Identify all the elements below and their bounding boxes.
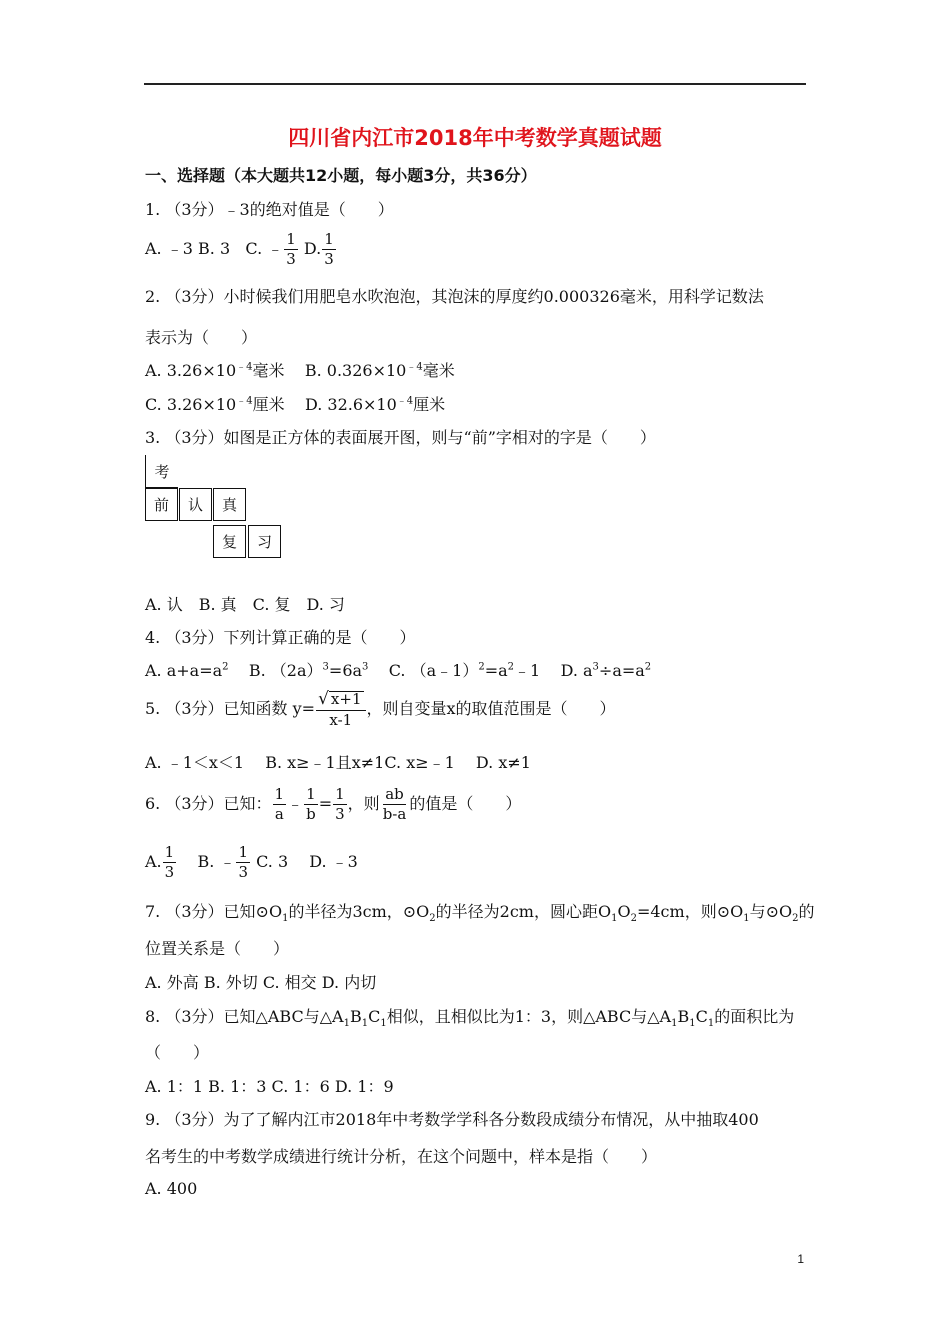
- net-cell-qian: 前: [145, 488, 178, 521]
- q8-t-f: C: [695, 1007, 708, 1026]
- cube-net-diagram: [145, 455, 285, 560]
- question-2-options-cd: [145, 392, 445, 415]
- page-number: 1: [797, 1252, 804, 1266]
- question-6-stem: [145, 787, 521, 822]
- net-cell-kao: 考: [145, 455, 178, 488]
- q6-eq: =: [318, 794, 333, 813]
- q2-option-c: C. 3.26×10: [145, 395, 237, 414]
- q4-d-exp2: 2: [644, 661, 652, 673]
- q8-s4: 1: [671, 1018, 678, 1030]
- question-1-stem: 1. （3分）﹣3的绝对值是（ ）: [145, 200, 394, 219]
- q4-d-rest: ÷a=a: [598, 661, 645, 680]
- q6-stem-post: 的值是（ ）: [409, 794, 522, 813]
- q4-a-exp: 2: [222, 661, 229, 673]
- question-6-options: [145, 845, 358, 880]
- q2-c-exp: ﹣4: [236, 395, 253, 407]
- q2-option-d: D. 32.6×10: [304, 395, 397, 414]
- q1-c-num: 1: [286, 230, 296, 248]
- q7-t-a: 7. （3分）已知⊙O: [145, 902, 283, 921]
- q8-s2: 1: [361, 1018, 369, 1030]
- q4-c-exp: 2: [478, 661, 485, 673]
- section-heading: 一、选择题（本大题共12小题，每小题3分，共36分）: [145, 166, 537, 185]
- question-7-options: A. 外高 B. 外切 C. 相交 D. 内切: [145, 973, 377, 992]
- q6-f2-num: 1: [306, 785, 316, 803]
- q2-b-exp: ﹣4: [406, 361, 423, 373]
- q6-minus: ﹣: [287, 794, 304, 813]
- q6-f1-den: a: [274, 805, 284, 823]
- q8-s1: 1: [343, 1018, 350, 1030]
- net-cell-xi: 习: [248, 525, 281, 558]
- q7-s5: 1: [743, 913, 750, 925]
- q1-c-den: 3: [286, 250, 296, 268]
- q8-t-e: B: [677, 1007, 690, 1026]
- q6-b-fraction: [236, 845, 250, 880]
- q6-frac-3: [333, 787, 347, 822]
- question-8-options: A. 1：1 B. 1：3 C. 1：6 D. 1：9: [145, 1077, 394, 1096]
- q1-option-c: C. ﹣: [245, 239, 284, 258]
- q6-mid: ，则: [347, 794, 380, 813]
- q5-stem-post: ，则自变量x的取值范围是（ ）: [366, 699, 616, 718]
- question-7-stem-line2: 位置关系是（ ）: [145, 939, 290, 958]
- q4-option-a: A. a+a=a: [145, 661, 223, 680]
- q6-f4-num: ab: [385, 785, 404, 803]
- q6-b-num: 1: [238, 843, 249, 861]
- question-4-options: [145, 658, 651, 681]
- question-3-stem: 3. （3分）如图是正方体的表面展开图，则与“前”字相对的字是（ ）: [145, 428, 656, 447]
- q6-f4-den: b-a: [382, 805, 407, 823]
- q6-options-rest: C. 3 D. ﹣3: [256, 852, 358, 871]
- q1-d-den: 3: [324, 250, 334, 268]
- question-4-stem: 4. （3分）下列计算正确的是（ ）: [145, 628, 416, 647]
- q2-option-b: B. 0.326×10: [304, 361, 407, 380]
- net-cell-fu: 复: [213, 525, 246, 558]
- q6-f1-num: 1: [274, 785, 285, 803]
- q5-denominator: x-1: [329, 711, 353, 729]
- q6-a-fraction: [163, 845, 177, 880]
- q4-option-b: B. （2a）: [248, 661, 323, 680]
- q5-function-fraction: [316, 691, 365, 728]
- q4-c-exp2: 2: [507, 661, 515, 673]
- q8-t-d: 相似，且相似比为1：3，则△ABC与△A: [386, 1007, 672, 1026]
- q6-frac-4: [381, 787, 409, 822]
- q7-s2: 2: [429, 913, 436, 925]
- q8-t-c: C: [368, 1007, 381, 1026]
- question-8-stem-line1: [145, 1004, 795, 1030]
- question-9-stem-line1: 9. （3分）为了了解内江市2018年中考数学学科各分数段成绩分布情况，从中抽取400: [145, 1110, 759, 1129]
- q1-c-fraction: [284, 232, 298, 267]
- q2-a-exp: ﹣4: [236, 361, 253, 373]
- q2-a-unit: 毫米: [252, 361, 285, 380]
- q6-option-b: B. ﹣: [197, 852, 236, 871]
- net-cell-zhen: 真: [213, 488, 246, 521]
- question-8-stem-line2: （ ）: [145, 1043, 210, 1062]
- q1-d-num: 1: [324, 230, 334, 248]
- q6-b-den: 3: [238, 863, 249, 881]
- question-1-options: [145, 232, 337, 267]
- q5-radicand: x+1: [330, 690, 362, 708]
- question-9-option-a: A. 400: [145, 1179, 198, 1198]
- q7-t-f: 与⊙O: [749, 902, 793, 921]
- net-cell-ren: 认: [179, 488, 212, 521]
- q4-b-exp: 3: [322, 661, 329, 673]
- q1-option-d: D.: [303, 239, 322, 258]
- question-9-stem-line2: 名考生的中考数学成绩进行统计分析，在这个问题中，样本是指（ ）: [145, 1147, 658, 1166]
- q7-t-e: =4cm，则⊙O: [636, 902, 744, 921]
- q4-d-exp: 3: [592, 661, 599, 673]
- q2-option-a: A. 3.26×10: [145, 361, 237, 380]
- q1-option-b: B. 3: [198, 239, 231, 258]
- q6-a-num: 1: [164, 843, 175, 861]
- q8-t-b: B: [349, 1007, 362, 1026]
- q8-s3: 1: [380, 1018, 387, 1030]
- question-7-stem-line1: [145, 899, 815, 925]
- q1-d-fraction: [322, 232, 336, 267]
- q5-numerator: √ x+1: [316, 691, 365, 711]
- question-3-options: A. 认 B. 真 C. 复 D. 习: [145, 595, 345, 614]
- q6-f2-den: b: [306, 805, 316, 823]
- q6-stem-pre: 6. （3分）已知：: [145, 794, 272, 813]
- q4-c-tail: ﹣1: [514, 661, 541, 680]
- q2-d-exp: ﹣4: [396, 395, 414, 407]
- q6-f3-den: 3: [335, 805, 345, 823]
- question-5-stem: [145, 691, 616, 728]
- q7-s3: 1: [611, 913, 618, 925]
- question-2-stem-line2: 表示为（ ）: [145, 328, 258, 347]
- q6-a-den: 3: [164, 863, 175, 881]
- q2-c-unit: 厘米: [252, 395, 285, 414]
- q7-s6: 2: [792, 913, 799, 925]
- q2-d-unit: 厘米: [413, 395, 446, 414]
- q8-t-a: 8. （3分）已知△ABC与△A: [145, 1007, 344, 1026]
- q5-stem-pre: 5. （3分）已知函数 y=: [145, 699, 316, 718]
- header-rule: [144, 83, 806, 85]
- q7-t-b: 的半径为3cm，⊙O: [288, 902, 430, 921]
- q8-s5: 1: [689, 1018, 696, 1030]
- q6-f3-num: 1: [335, 785, 345, 803]
- q7-s1: 1: [282, 913, 289, 925]
- q7-s4: 2: [630, 913, 637, 925]
- q2-b-unit: 毫米: [422, 361, 455, 380]
- question-2-options-ab: [145, 358, 455, 381]
- q1-option-a: A. ﹣3: [145, 239, 193, 258]
- question-5-options: A. ﹣1＜x＜1 B. x≥﹣1且x≠1C. x≥﹣1 D. x≠1: [145, 753, 531, 772]
- q7-t-c: 的半径为2cm，圆心距O: [435, 902, 612, 921]
- q4-c-rest: =a: [484, 661, 508, 680]
- q6-frac-2: [304, 787, 318, 822]
- q4-b-exp2: 3: [362, 661, 369, 673]
- q8-t-g: 的面积比为: [714, 1007, 795, 1026]
- q4-b-rest: =6a: [328, 661, 363, 680]
- q6-option-a: A.: [145, 852, 162, 871]
- q6-frac-1: [273, 787, 287, 822]
- q4-option-d: D. a: [560, 661, 593, 680]
- q7-t-d: O: [617, 902, 631, 921]
- q4-option-c: C. （a﹣1）: [388, 661, 479, 680]
- q8-s6: 1: [707, 1018, 715, 1030]
- q7-t-g: 的: [798, 902, 815, 921]
- question-2-stem-line1: 2. （3分）小时候我们用肥皂水吹泡泡，其泡沫的厚度约0.000326毫米，用科学记数法: [145, 287, 764, 306]
- document-title: 四川省内江市2018年中考数学真题试题: [288, 126, 662, 150]
